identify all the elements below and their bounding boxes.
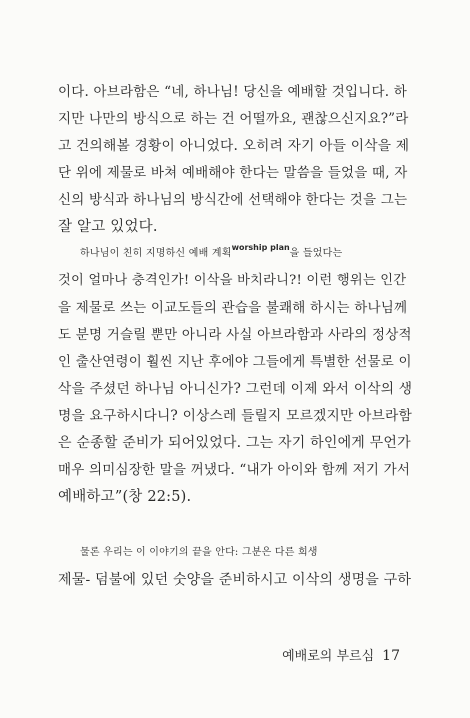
- text-line: 고 건의해볼 경황이 아니었다. 오히려 자기 아들 이삭을 제: [58, 138, 410, 154]
- text-segment: 을 들었다는: [289, 248, 343, 259]
- text-line: 신의 방식과 하나님의 방식간에 선택해야 한다는 것을 그는: [58, 192, 408, 208]
- text-line: 명을 요구하시다니? 이상스레 들릴지 모르겠지만 아브라함: [58, 408, 413, 424]
- text-line: 은 순종할 준비가 되어있었다. 그는 자기 하인에게 무언가: [58, 435, 411, 451]
- text-line: 잘 알고 있었다.: [58, 219, 158, 235]
- text-line: 인 출산연령이 훨씬 지난 후에야 그들에게 특별한 선물로 이: [58, 354, 412, 370]
- text-line: 매우 의미심장한 말을 꺼냈다. “내가 아이와 함께 저기 가서: [58, 462, 411, 478]
- text-line: 도 분명 거슬릴 뿐만 아니라 사실 아브라함과 사라의 정상적: [58, 327, 412, 343]
- text-segment: 하나님이 친히 지명하신 예배 계획: [80, 248, 232, 259]
- text-line: 지만 나만의 방식으로 하는 건 어떨까요, 괜찮으신지요?”라: [58, 111, 409, 127]
- text-line-indented: [80, 244, 420, 264]
- text-line: 이다. 아브라함은 “네, 하나님! 당신을 예배할 것입니다. 하: [58, 84, 407, 100]
- text-line: 예배하고”(창 22:5).: [58, 489, 192, 505]
- text-line: 단 위에 제물로 바쳐 예배해야 한다는 말씀을 들었을 때, 자: [58, 165, 408, 181]
- text-line: 것이 얼마나 충격인가! 이삭을 바치라니?! 이런 행위는 인간: [58, 273, 407, 288]
- text-line: 제물- 덤불에 있던 숫양을 준비하시고 이삭의 생명을 구하: [58, 572, 412, 588]
- text-line: 삭을 주셨던 하나님 아니신가? 그런데 이제 와서 이삭의 생: [58, 381, 413, 397]
- running-title: 예배로의 부르심: [282, 649, 375, 664]
- text-line: 을 제물로 쓰는 이교도들의 관습을 불쾌해 하시는 하나님께: [58, 300, 408, 316]
- running-footer: [282, 645, 400, 664]
- text-line-indented: 물론 우리는 이 이야기의 끝을 안다: 그분은 다른 희생: [80, 547, 318, 558]
- english-gloss: worship plan: [231, 243, 290, 252]
- page-number: 17: [382, 648, 400, 664]
